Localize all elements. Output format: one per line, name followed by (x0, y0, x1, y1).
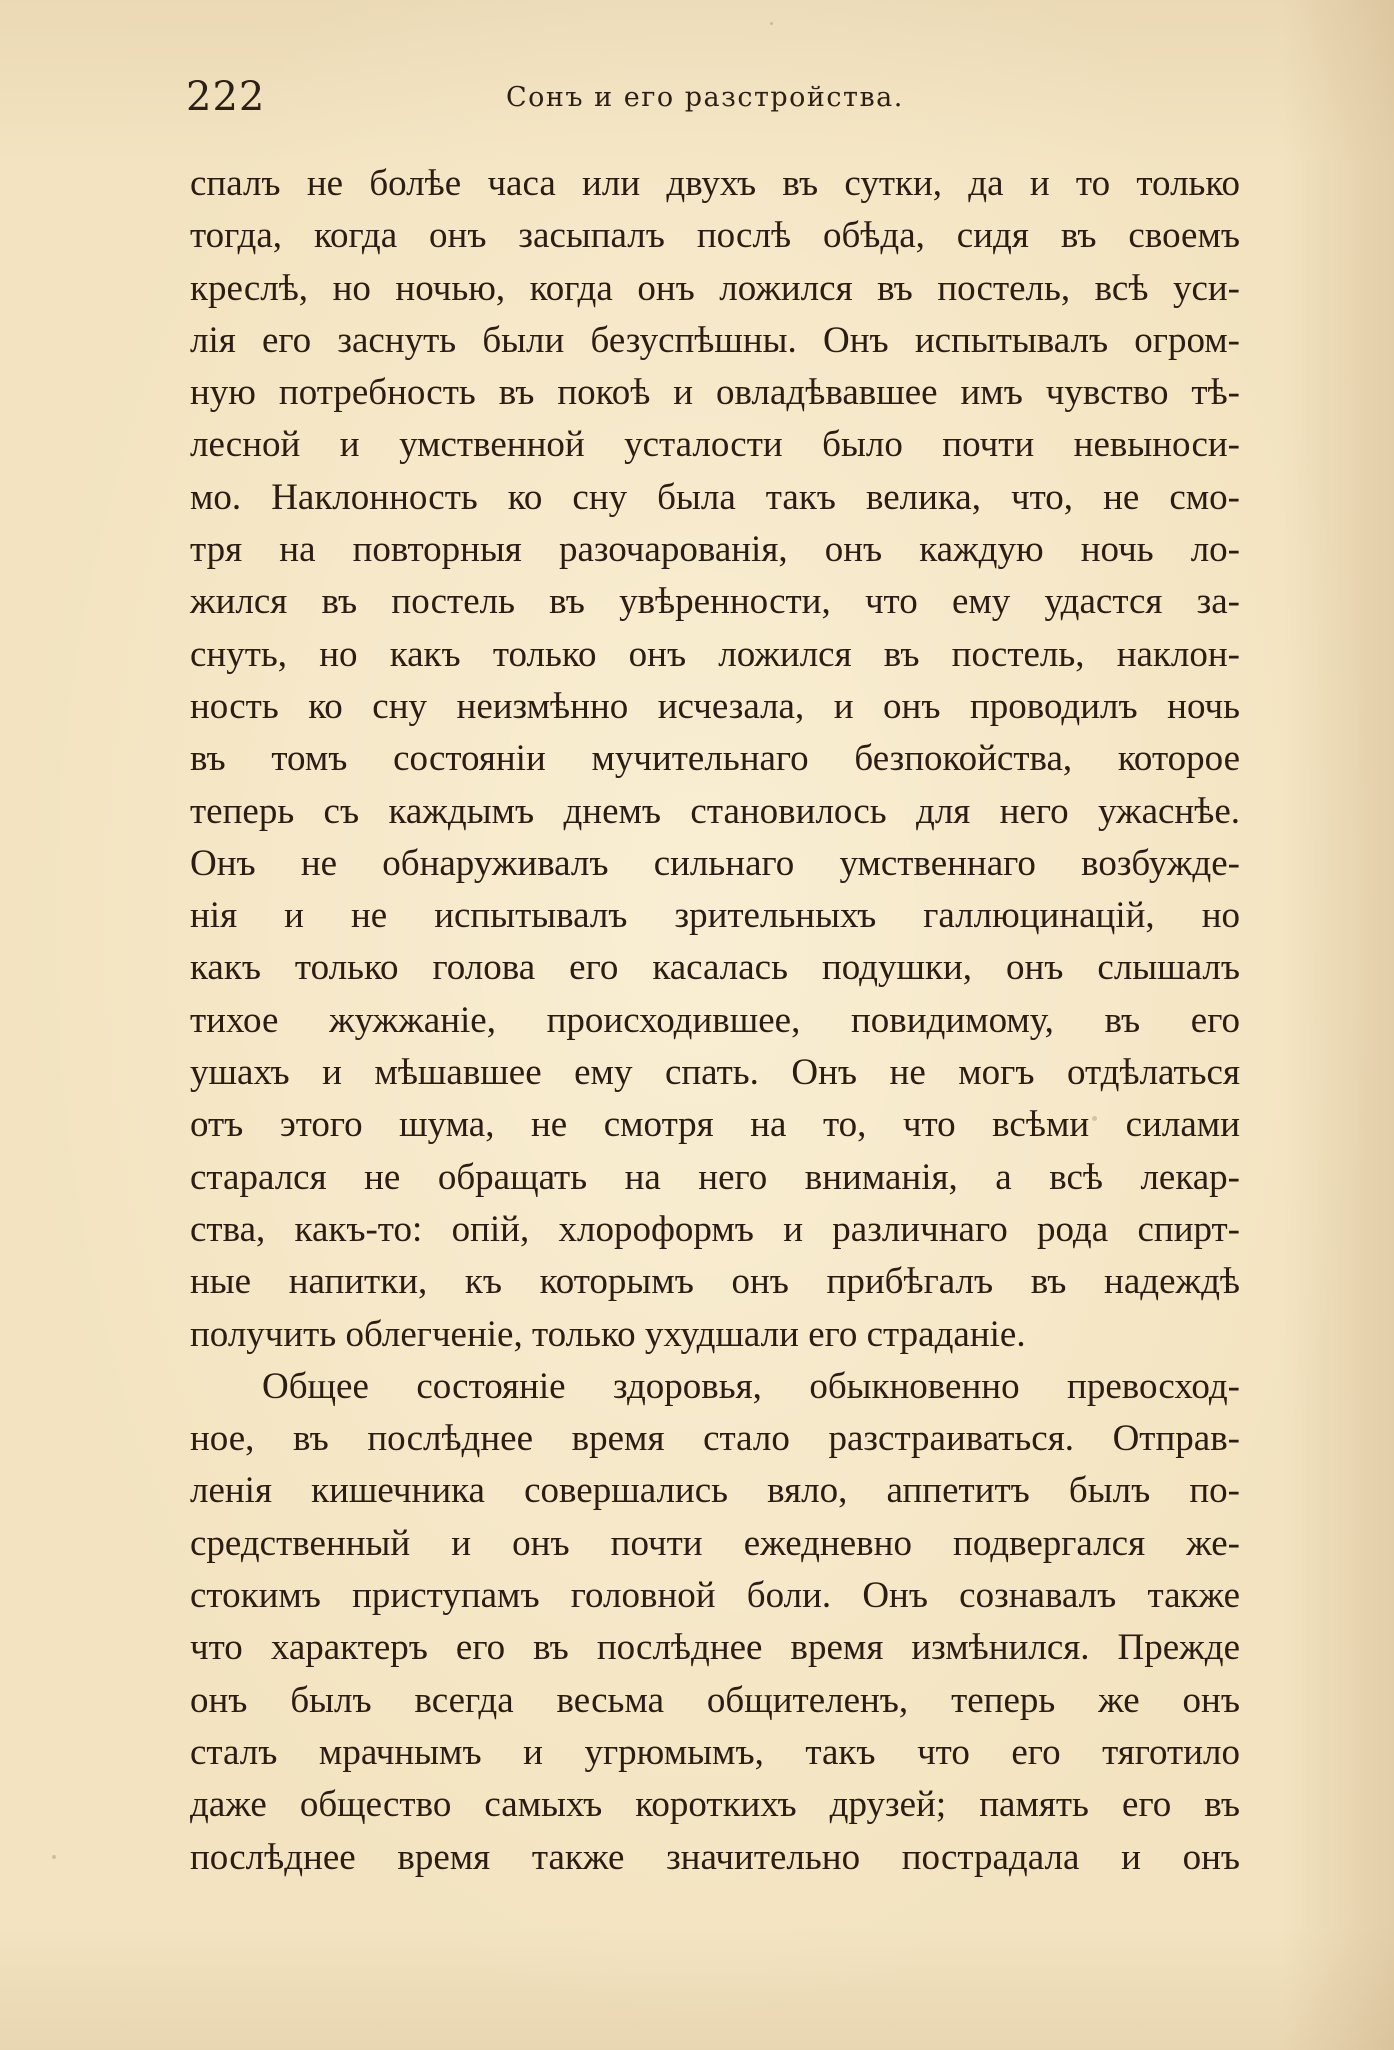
running-title: Сонъ и его разстройства. (506, 82, 904, 113)
text-line: жился въ постель въ увѣренности, что ему удастся за- (190, 581, 1240, 623)
paragraph-1 (190, 158, 1240, 1361)
text-line: нія и не испытывалъ зрительныхъ галлюцинацій, но (190, 895, 1240, 937)
text-line: ные напитки, къ которымъ онъ прибѣгалъ въ надеждѣ (190, 1261, 1240, 1303)
text-line: лія его заснуть были безуспѣшны. Онъ испытывалъ огром- (190, 319, 1240, 361)
text-line: ную потребность въ покоѣ и овладѣвавшее имъ чувство тѣ- (190, 372, 1240, 414)
text-line: тогда, когда онъ засыпалъ послѣ обѣда, сидя въ своемъ (190, 215, 1240, 257)
text-line: въ томъ состояніи мучительнаго безпокойства, которое (190, 738, 1240, 780)
text-line: тихое жужжаніе, происходившее, повидимому, въ его (190, 999, 1240, 1041)
text-line: ное, въ послѣднее время стало разстраиваться. Отправ- (190, 1418, 1240, 1460)
body-text (190, 158, 1240, 1884)
text-line: Общее состояніе здоровья, обыкновенно превосход- (262, 1365, 1240, 1407)
text-line: тря на повторныя разочарованія, онъ каждую ночь ло- (190, 529, 1240, 571)
text-line: средственный и онъ почти ежедневно подвергался же- (190, 1522, 1240, 1564)
text-line: ность ко сну неизмѣнно исчезала, и онъ проводилъ ночь (190, 685, 1240, 727)
text-line: лесной и умственной усталости было почти невыноси- (190, 424, 1240, 466)
text-line: креслѣ, но ночью, когда онъ ложился въ постель, всѣ уси- (190, 267, 1240, 309)
text-line: снуть, но какъ только онъ ложился въ постель, наклон- (190, 633, 1240, 675)
paper-speck (770, 22, 773, 25)
text-line: Онъ не обнаруживалъ сильнаго умственнаго возбужде- (190, 842, 1240, 884)
text-line: ушахъ и мѣшавшее ему спать. Онъ не могъ отдѣлаться (190, 1052, 1240, 1094)
paper-speck (1092, 1116, 1097, 1121)
text-line: ленія кишечника совершались вяло, аппетитъ былъ по- (190, 1470, 1240, 1512)
text-line: что характеръ его въ послѣднее время измѣнился. Прежде (190, 1627, 1240, 1669)
text-line: стокимъ приступамъ головной боли. Онъ сознавалъ также (190, 1575, 1240, 1617)
text-line: старался не обращать на него вниманія, а всѣ лекар- (190, 1156, 1240, 1198)
text-line: мо. Наклонность ко сну была такъ велика, что, не смо- (190, 476, 1240, 518)
text-line: отъ этого шума, не смотря на то, что всѣми силами (190, 1104, 1240, 1146)
text-line: спалъ не болѣе часа или двухъ въ сутки, да и то только (190, 163, 1240, 204)
page-header (186, 74, 1236, 134)
text-line: даже общество самыхъ короткихъ друзей; память его въ (190, 1784, 1240, 1826)
text-line: послѣднее время также значительно пострадала и онъ (190, 1836, 1240, 1878)
text-line: теперь съ каждымъ днемъ становилось для него ужаснѣе. (190, 790, 1240, 832)
text-line: какъ только голова его касалась подушки, онъ слышалъ (190, 947, 1240, 989)
text-line: сталъ мрачнымъ и угрюмымъ, такъ что его тяготило (190, 1731, 1240, 1773)
text-line: онъ былъ всегда весьма общителенъ, теперь же онъ (190, 1679, 1240, 1721)
page-number: 222 (186, 74, 266, 120)
paragraph-2 (190, 1361, 1240, 1884)
text-line: ства, какъ-то: опій, хлороформъ и различнаго рода спирт- (190, 1208, 1240, 1250)
text-line: получить облегченіе, только ухудшали его страданіе. (190, 1313, 1026, 1355)
paper-speck (52, 1855, 56, 1859)
